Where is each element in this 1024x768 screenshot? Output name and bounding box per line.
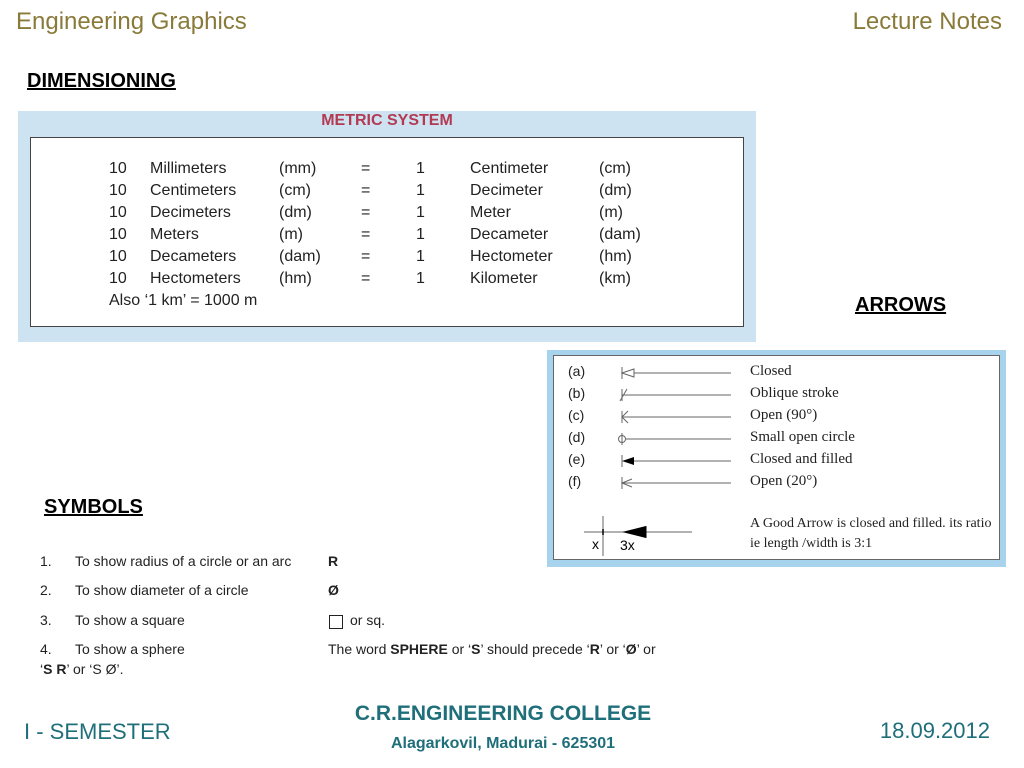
- dimensioning-heading: DIMENSIONING: [27, 70, 176, 92]
- footer-address: Alagarkovil, Madurai - 625301: [390, 735, 616, 752]
- symbol-description: To show a square: [75, 612, 185, 628]
- header-lecture-notes: Lecture Notes: [852, 8, 1002, 35]
- good-arrow-text: A Good Arrow is closed and filled. its ratio ie length /width is 3:1: [750, 516, 992, 551]
- symbol-description: To show diameter of a circle: [75, 582, 249, 598]
- header-subject: Engineering Graphics: [16, 8, 247, 35]
- arrow-row: (e) Closed and filled: [568, 451, 853, 467]
- metric-note: Also ‘1 km’ = 1000 m: [109, 292, 258, 309]
- arrow-row: (f) Open (20°): [568, 473, 818, 489]
- symbol-sphere-continuation: ‘S R’ or ‘S Ø’.: [40, 661, 124, 677]
- arrow-row: (c) Open (90°): [568, 407, 818, 423]
- symbol-description: To show a sphere: [75, 641, 185, 657]
- metric-row: 10 Hectometers (hm) = 1 Kilometer (km): [109, 270, 631, 287]
- metric-title: METRIC SYSTEM: [321, 112, 453, 129]
- symbol-description: To show radius of a circle or an arc: [75, 553, 292, 569]
- arrow-row: (b) Oblique stroke: [568, 385, 839, 401]
- square-symbol-icon: [329, 615, 343, 629]
- closed-filled-arrow-icon: [618, 453, 733, 469]
- metric-table: [30, 137, 744, 327]
- metric-row: 10 Centimeters (cm) = 1 Decimeter (dm): [109, 182, 632, 199]
- symbol-sphere: The word SPHERE or ‘S’ should precede ‘R’ or ‘Ø’ or: [328, 641, 656, 657]
- metric-row: 10 Meters (m) = 1 Decameter (dam): [109, 226, 641, 243]
- symbol-number: 4.: [40, 641, 52, 657]
- footer-date: 18.09.2012: [879, 718, 990, 743]
- oblique-stroke-icon: [618, 387, 733, 403]
- arrows-table: [553, 355, 1000, 560]
- ratio-label: 3x: [620, 537, 635, 553]
- footer-semester: I - SEMESTER: [24, 719, 171, 744]
- symbol-radius: R: [328, 553, 339, 569]
- arrows-panel: [547, 350, 1006, 567]
- metric-row: 10 Decameters (dam) = 1 Hectometer (hm): [109, 248, 632, 265]
- symbol-diameter: Ø: [328, 582, 339, 598]
- metric-system-panel: [18, 111, 756, 342]
- symbol-number: 3.: [40, 612, 52, 628]
- metric-row: 10 Decimeters (dm) = 1 Meter (m): [109, 204, 623, 221]
- symbol-number: 2.: [40, 582, 52, 598]
- good-arrow-diagram-icon: [584, 516, 694, 556]
- arrow-row: (d) Small open circle: [568, 429, 855, 445]
- x-label: x: [592, 536, 599, 552]
- symbol-number: 1.: [40, 553, 52, 569]
- arrow-row: (a) Closed: [568, 363, 792, 379]
- arrows-heading: ARROWS: [855, 294, 947, 316]
- small-circle-icon: [618, 431, 733, 447]
- footer-college: C.R.ENGINEERING COLLEGE: [354, 702, 652, 725]
- closed-arrow-icon: [618, 365, 733, 381]
- open-20-arrow-icon: [618, 475, 733, 491]
- metric-row: 10 Millimeters (mm) = 1 Centimeter (cm): [109, 160, 631, 177]
- symbols-heading: SYMBOLS: [44, 496, 143, 518]
- open-90-arrow-icon: [618, 409, 733, 425]
- symbol-square: or sq.: [350, 612, 386, 628]
